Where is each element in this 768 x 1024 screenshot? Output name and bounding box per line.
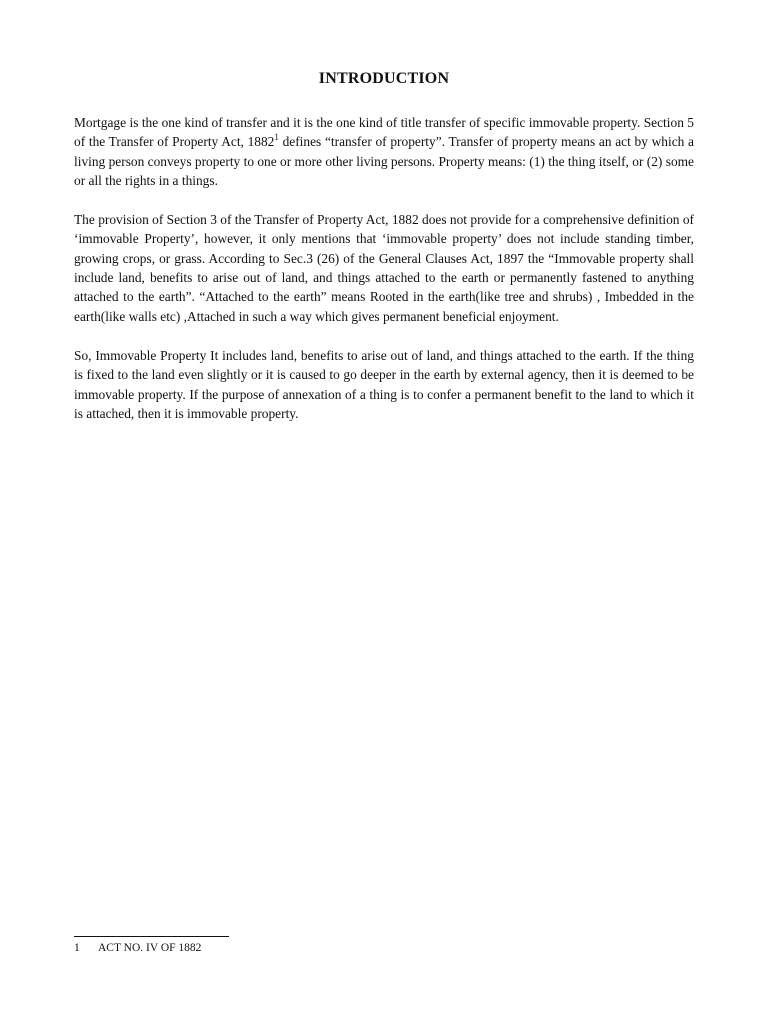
footnote-text: ACT NO. IV OF 1882: [98, 942, 202, 954]
paragraph-1: [74, 113, 694, 190]
footnote-number: 1: [74, 942, 80, 954]
footnote-reference: 1: [274, 131, 279, 142]
page-title: INTRODUCTION: [318, 70, 450, 87]
paragraph-1-text-b: defines “transfer of property”. Transfer of property means an act by which a living person conveys property to one or more other living persons. Property means: (1) the thing itself, or (2) some or all the rights in a things.: [74, 134, 695, 188]
footnote: [74, 941, 201, 955]
body-text: [74, 113, 694, 443]
paragraph-3: So, Immovable Property It includes land, benefits to arise out of land, and things attached to the earth. If the thing is fixed to the land even slightly or it is caused to go deeper in the earth by external agency, then it is deemed to be immovable property. If the purpose of annexation of a thing is to confer a permanent benefit to the land to which it is attached, then it is immovable property.: [74, 347, 694, 421]
footnote-separator: [74, 936, 229, 937]
paragraph-2: The provision of Section 3 of the Transfer of Property Act, 1882 does not provide for a comprehensive definition of ‘immovable Property’, however, it only mentions that ‘immovable property’ does not include standing timber, growing crops, or grass. According to Sec.3 (26) of the General Clauses Act, 1897 the “Immovable property shall include land, benefits to arise out of land, and things attached to the earth or permanently fastened to anything attached to the earth”. “Attached to the earth” means Rooted in the earth(like tree and shrubs) , Imbedded in the earth(like walls etc) ,Attached in such a way which gives permanent beneficial enjoyment.: [74, 212, 694, 324]
paragraph-1-text-a: Mortgage is the one kind of transfer and it is the one kind of title transfer of specific immovable property. Section 5 of the Transfer of Property Act, 1882: [74, 115, 694, 150]
